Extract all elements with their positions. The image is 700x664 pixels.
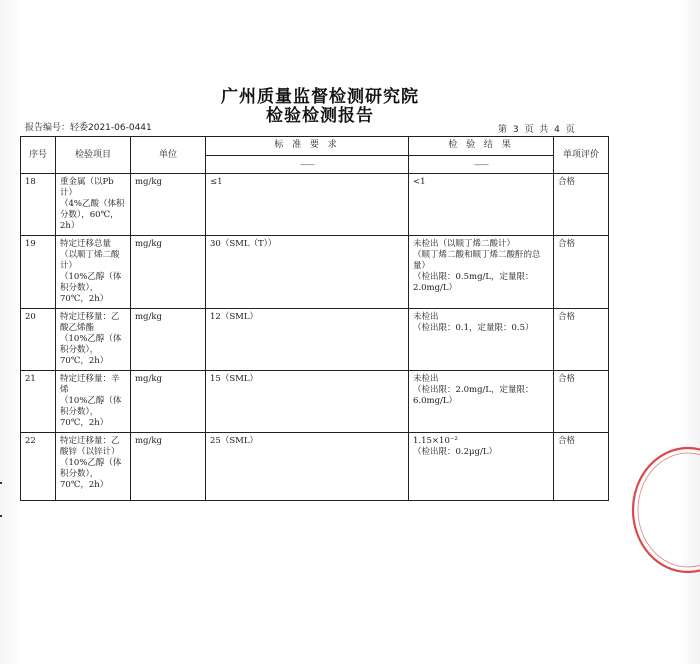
institute-name: 广州质量监督检测研究院: [221, 87, 419, 107]
table-header-row: [21, 137, 609, 174]
row-evaluation: 合格: [554, 174, 609, 236]
row-standard: ≤1: [206, 174, 409, 236]
table-row: [21, 174, 609, 236]
header-item: 检验项目: [56, 137, 131, 174]
row-item-text: 特定迁移量：乙酸乙烯酯 （10%乙醇（体积分数），70℃，2h）: [60, 312, 122, 366]
inspection-seal: [618, 440, 700, 580]
row-unit: mg/kg: [131, 236, 206, 309]
row-result-text: 未检出（以顺丁烯二酸计） （顺丁烯二酸和顺丁烯二酸酐的总量） （检出限：0.5mg/L，定量限：2.0mg/L）: [413, 239, 541, 293]
row-result-text: 未检出 （检出限：2.0mg/L，定量限：6.0mg/L）: [413, 374, 534, 406]
table-row: [21, 371, 609, 433]
row-item: [56, 433, 131, 501]
scan-mark: [0, 515, 2, 517]
page-number: 第 3 页 共 4 页: [498, 125, 575, 135]
row-standard: 12（SML）: [206, 309, 409, 371]
row-seq: 19: [21, 236, 56, 309]
row-unit: mg/kg: [131, 433, 206, 501]
row-evaluation: 合格: [554, 236, 609, 309]
row-evaluation: 合格: [554, 433, 609, 501]
header-result: [409, 137, 554, 174]
row-item: [56, 236, 131, 309]
row-result: [409, 433, 554, 501]
row-item: [56, 371, 131, 433]
row-item: [56, 174, 131, 236]
row-result-text: <1: [413, 177, 426, 187]
row-evaluation: 合格: [554, 309, 609, 371]
header-standard: [206, 137, 409, 174]
header-evaluation: 单项评价: [554, 137, 609, 174]
header-standard-sub: ——: [300, 159, 314, 169]
row-standard: 15（SML）: [206, 371, 409, 433]
row-seq: 20: [21, 309, 56, 371]
row-result-text: 1.15×10⁻² （检出限：0.2μg/L）: [413, 436, 497, 457]
header-result-label: 检 验 结 果: [409, 137, 553, 156]
row-evaluation: 合格: [554, 371, 609, 433]
results-table: [20, 136, 609, 501]
scan-mark: [0, 482, 2, 484]
row-item-text: 特定迁移总量（以顺丁烯二酸计） （10%乙醇（体积分数），70℃，2h）: [60, 239, 122, 304]
row-item-text: 重金属（以Pb计） （4%乙酸（体积分数），60℃，2h）: [60, 177, 125, 231]
row-item: [56, 309, 131, 371]
row-seq: 18: [21, 174, 56, 236]
row-item-text: 特定迁移量：辛烯 （10%乙醇（体积分数），70℃，2h）: [60, 374, 122, 428]
row-unit: mg/kg: [131, 174, 206, 236]
row-seq: 22: [21, 433, 56, 501]
row-result-text: 未检出 （检出限：0.1，定量限：0.5）: [413, 312, 534, 333]
row-unit: mg/kg: [131, 371, 206, 433]
document-title: 检验检测报告: [266, 106, 374, 126]
row-seq: 21: [21, 371, 56, 433]
table-row: [21, 236, 609, 309]
header-unit: 单位: [131, 137, 206, 174]
table-row: [21, 433, 609, 501]
report-number: 报告编号：轻委2021-06-0441: [25, 123, 152, 133]
row-unit: mg/kg: [131, 309, 206, 371]
row-standard: 25（SML）: [206, 433, 409, 501]
seal-graphic: [618, 440, 700, 580]
row-item-text: 特定迁移量：乙酸锌（以锌计） （10%乙醇（体积分数），70℃，2h）: [60, 436, 122, 490]
header-result-sub: ——: [474, 159, 488, 169]
header-seq: 序号: [21, 137, 56, 174]
row-standard: 30（SML（T））: [206, 236, 409, 309]
row-result: [409, 309, 554, 371]
row-result: [409, 174, 554, 236]
header-standard-label: 标 准 要 求: [206, 137, 408, 156]
row-result: [409, 371, 554, 433]
row-result: [409, 236, 554, 309]
table-row: [21, 309, 609, 371]
